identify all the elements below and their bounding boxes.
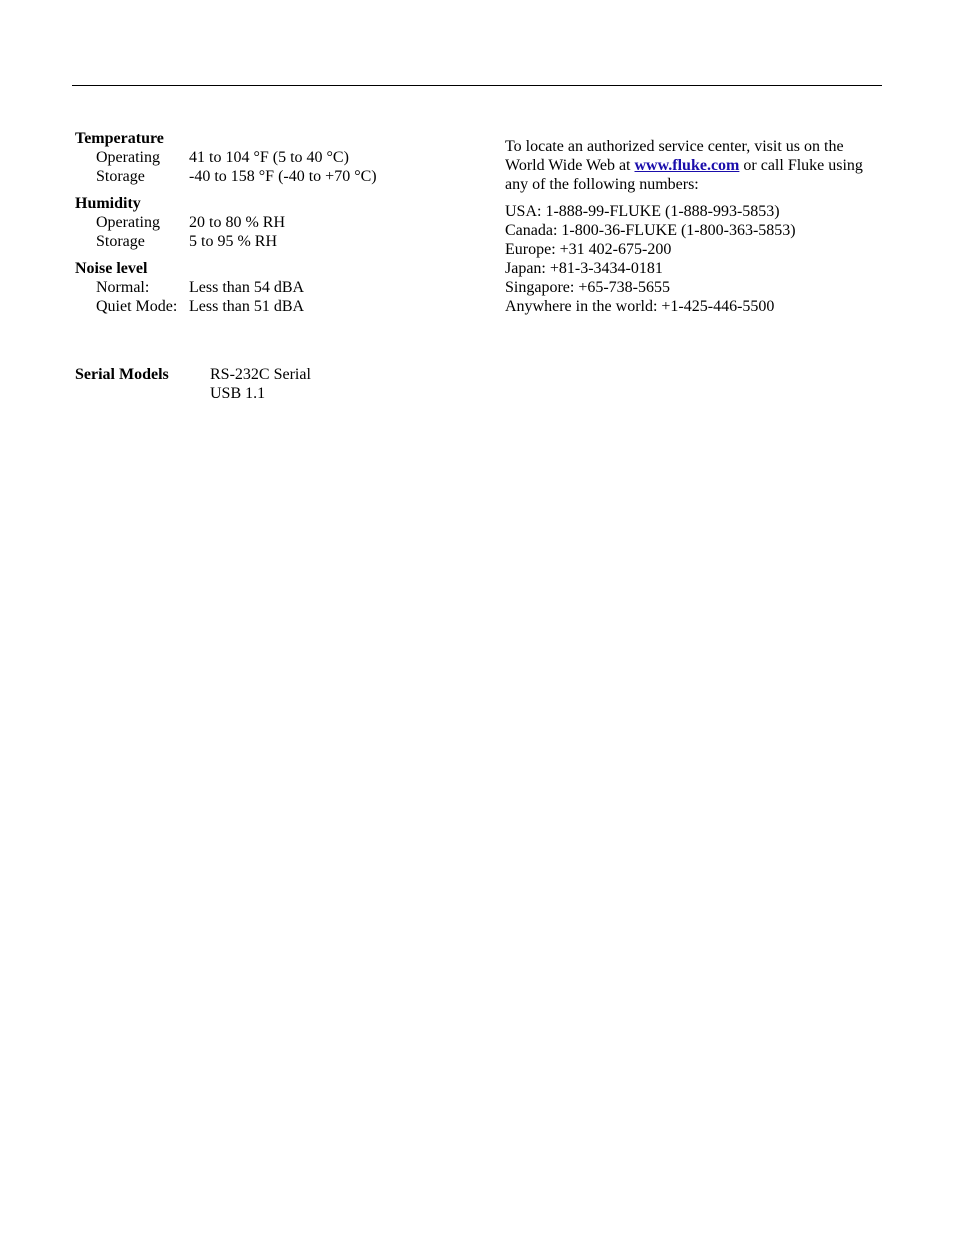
noise-heading: Noise level <box>75 260 148 277</box>
specifications <box>75 129 495 324</box>
header-rule <box>72 85 882 86</box>
phone-europe: Europe: +31 402-675-200 <box>505 241 672 258</box>
serial-models-heading: Serial Models <box>75 366 169 383</box>
phone-singapore: Singapore: +65-738-5655 <box>505 279 670 296</box>
phone-worldwide: Anywhere in the world: +1-425-446-5500 <box>505 298 775 315</box>
humidity-heading: Humidity <box>75 195 141 212</box>
temperature-operating-row <box>75 148 495 167</box>
serial-models-values <box>210 365 311 403</box>
phone-japan: Japan: +81-3-3434-0181 <box>505 260 663 277</box>
phone-canada: Canada: 1-800-36-FLUKE (1-800-363-5853) <box>505 222 796 239</box>
spec-value: Less than 51 dBA <box>189 298 305 315</box>
service-intro-before: To locate an authorized service center, visit us on the World Wide Web at <box>505 138 844 174</box>
serial-model-value: USB 1.1 <box>210 385 266 402</box>
spec-label: Normal: <box>96 279 150 296</box>
noise-normal-row <box>75 278 495 297</box>
spec-label: Quiet Mode: <box>96 298 178 315</box>
noise-quiet-row <box>75 297 495 316</box>
service-intro-after: or call Fluke using any of the following numbers: <box>505 157 863 193</box>
phone-usa: USA: 1-888-99-FLUKE (1-888-993-5853) <box>505 203 780 220</box>
spec-value: 5 to 95 % RH <box>189 233 277 250</box>
temperature-spec <box>75 129 495 186</box>
spec-label: Operating <box>96 149 160 166</box>
temperature-storage-row <box>75 167 495 186</box>
spec-label: Storage <box>96 233 145 250</box>
spec-value: Less than 54 dBA <box>189 279 305 296</box>
spec-value: 20 to 80 % RH <box>189 214 285 231</box>
spec-label: Storage <box>96 168 145 185</box>
spec-label: Operating <box>96 214 160 231</box>
temperature-heading: Temperature <box>75 130 164 147</box>
fluke-website-link[interactable]: www.fluke.com <box>634 157 740 174</box>
spec-value: 41 to 104 °F (5 to 40 °C) <box>189 149 349 166</box>
phone-numbers <box>505 202 885 316</box>
humidity-spec <box>75 194 495 251</box>
serial-models-spec <box>75 365 311 403</box>
spec-value: -40 to 158 °F (-40 to +70 °C) <box>189 168 377 185</box>
noise-spec <box>75 259 495 316</box>
serial-model-value: RS-232C Serial <box>210 366 311 383</box>
service-info <box>505 137 885 316</box>
service-intro <box>505 137 885 194</box>
humidity-storage-row <box>75 232 495 251</box>
humidity-operating-row <box>75 213 495 232</box>
